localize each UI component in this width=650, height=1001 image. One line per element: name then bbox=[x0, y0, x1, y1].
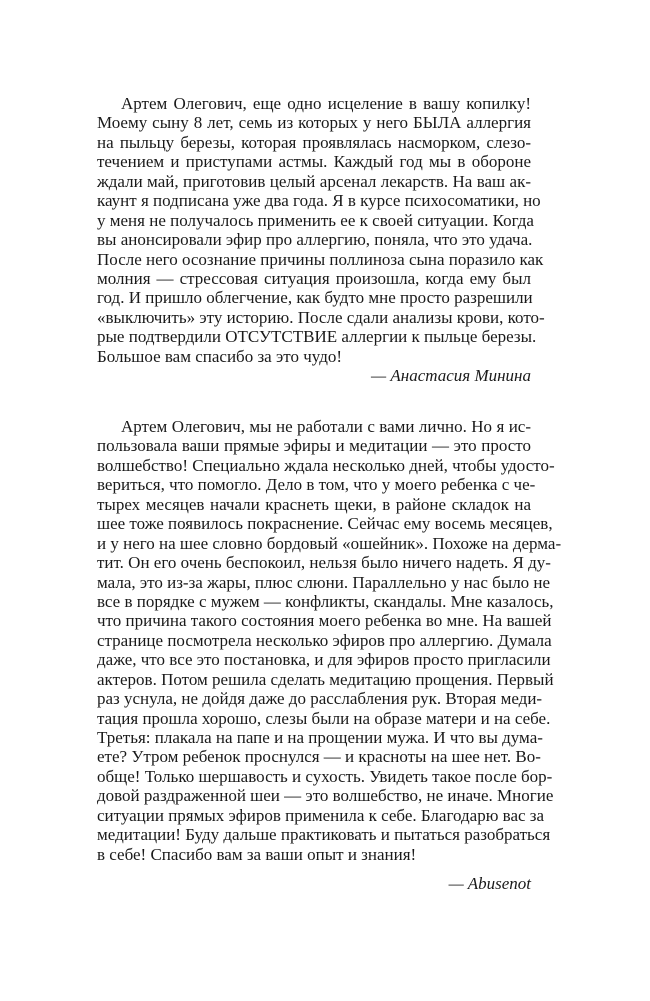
text-line: довой раздраженной шеи — это волшебство, не иначе. Многие bbox=[97, 786, 554, 806]
text-line: раз уснула, не дойдя даже до расслабления рук. Вторая меди- bbox=[97, 689, 543, 709]
text-line: каунт я подписана уже два года. Я в курсе психосоматики, но bbox=[97, 191, 541, 211]
text-line: Артем Олегович, еще одно исцеление в вашу копилку! bbox=[121, 94, 531, 113]
text-line: течением и приступами астмы. Каждый год мы в обороне bbox=[97, 152, 531, 172]
text-line: тырех месяцев начали краснеть щеки, в районе складок на bbox=[97, 494, 531, 514]
signature: — Abusenot bbox=[448, 874, 531, 894]
text-line: вериться, что помогло. Дело в том, что у моего ребенка с че- bbox=[97, 475, 536, 495]
text-line: год. И пришло облегчение, как будто мне просто разрешили bbox=[97, 288, 533, 308]
text-line: молния — стрессовая ситуация произошла, когда ему был bbox=[97, 268, 531, 288]
text-line: тит. Он его очень беспокоил, нельзя было ничего надеть. Я ду- bbox=[97, 553, 551, 573]
testimonial-1 bbox=[97, 94, 545, 386]
text-line: рые подтвердили ОТСУТСТВИЕ аллергии к пыльце березы. bbox=[97, 327, 537, 347]
text-line: и у него на шее словно бордовый «ошейник». Похоже на дерма- bbox=[97, 533, 562, 553]
text-line: обще! Только шершавость и сухость. Увидеть такое после бор- bbox=[97, 766, 553, 786]
signature: — Анастасия Минина bbox=[371, 366, 531, 386]
text-line: Большое вам спасибо за это чудо! bbox=[97, 346, 343, 366]
text-line: После него осознание причины поллиноза сына поразило как bbox=[97, 249, 544, 269]
text-line: в себе! Спасибо вам за ваши опыт и знания! bbox=[97, 844, 417, 864]
text-line: все в порядке с мужем — конфликты, скандалы. Мне казалось, bbox=[97, 591, 554, 611]
text-line: тация прошла хорошо, слезы были на образе матери и на себе. bbox=[97, 708, 551, 728]
text-line: Третья: плакала на папе и на прощении мужа. И что вы дума- bbox=[97, 728, 543, 747]
text-line: вы анонсировали эфир про аллергию, поняла, что это удача. bbox=[97, 230, 533, 250]
text-line: ждали май, приготовив целый арсенал лекарств. На ваш ак- bbox=[97, 171, 531, 191]
text-line: Артем Олегович, мы не работали с вами лично. Но я ис- bbox=[121, 417, 531, 436]
text-line: ете? Утром ребенок проснулся — и красноты на шее нет. Во- bbox=[97, 747, 541, 767]
text-line: пользовала ваши прямые эфиры и медитации — это просто bbox=[97, 436, 531, 456]
text-line: даже, что все это постановка, и для эфиров просто пригласили bbox=[97, 650, 551, 670]
text-line: что причина такого состояния моего ребенка во мне. На вашей bbox=[97, 611, 552, 631]
text-line: шее тоже появилось покраснение. Сейчас ему восемь месяцев, bbox=[97, 514, 553, 534]
testimonial-2 bbox=[97, 417, 562, 894]
text-line: «выключить» эту историю. После сдали анализы крови, кото- bbox=[97, 307, 545, 327]
text-line: актеров. Потом решила сделать медитацию прощения. Первый bbox=[97, 669, 554, 689]
text-line: у меня не получалось применить ее к своей ситуации. Когда bbox=[97, 210, 534, 230]
text-line: ситуации прямых эфиров применила к себе. Благодарю вас за bbox=[97, 805, 545, 825]
text-line: Моему сыну 8 лет, семь из которых у него БЫЛА аллергия bbox=[97, 113, 531, 133]
text-line: волшебство! Специально ждала несколько дней, чтобы удосто- bbox=[97, 455, 555, 475]
text-line: странице посмотрела несколько эфиров про аллергию. Думала bbox=[97, 630, 552, 650]
text-line: медитации! Буду дальше практиковать и пытаться разобраться bbox=[97, 825, 551, 845]
text-line: мала, это из-за жары, плюс слюни. Параллельно у нас было не bbox=[97, 572, 551, 592]
text-line: на пыльцу березы, которая проявлялась насморком, слезо- bbox=[97, 132, 531, 152]
